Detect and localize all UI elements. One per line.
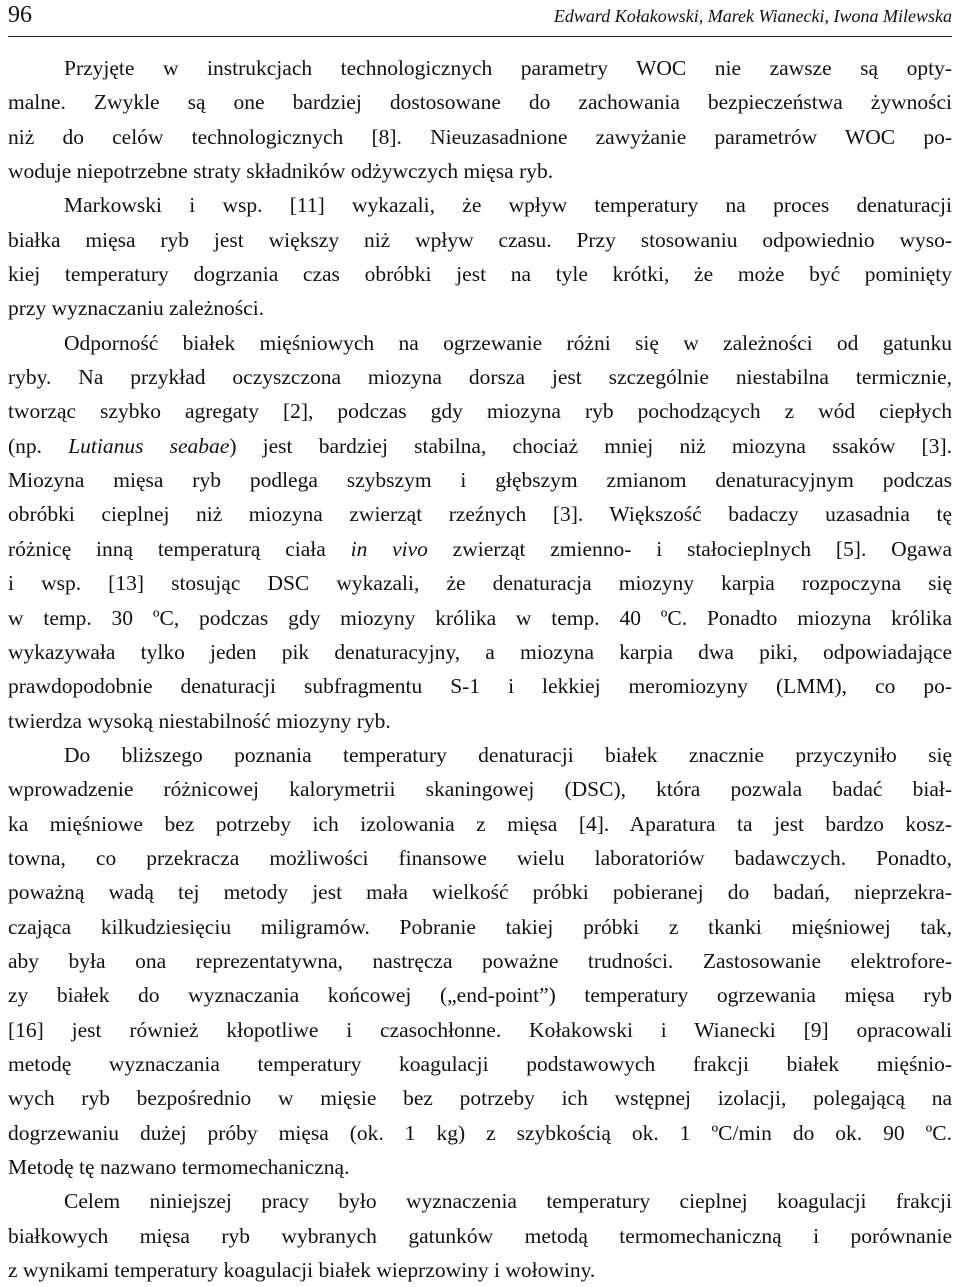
paragraph <box>8 51 952 188</box>
text-line: zy białek do wyznaczania końcowej („end-point”) temperatury ogrzewania mięsa ryb <box>8 983 952 1008</box>
text-line: z wynikami temperatury koagulacji białek wieprzowiny i wołowiny. <box>8 1258 596 1283</box>
text-line: czająca kilkudziesięciu miligramów. Pobranie takiej próbki z tkanki mięśniowej tak, <box>8 914 952 939</box>
text-line: Markowski i wsp. [11] wykazali, że wpływ temperatury na proces denaturacji <box>64 193 952 218</box>
running-head-authors: Edward Kołakowski, Marek Wianecki, Iwona Milewska <box>553 6 952 26</box>
page-number: 96 <box>8 2 32 28</box>
text-segment: ) jest bardziej stabilna, chociaż mniej niż miozyna ssaków [3]. <box>229 433 952 458</box>
text-line-with-italic <box>8 532 952 566</box>
paragraph <box>8 326 952 738</box>
text-line: Celem niniejszej pracy było wyznaczenia temperatury cieplnej koagulacji frakcji <box>64 1189 952 1214</box>
text-line: obróbki cieplnej niż miozyna zwierząt rzeźnych [3]. Większość badaczy uzasadnia tę <box>8 502 952 527</box>
text-line: niż do celów technologicznych [8]. Nieuzasadnione zawyżanie parametrów WOC po- <box>8 124 952 149</box>
text-line: prawdopodobnie denaturacji subfragmentu S-1 i lekkiej meromiozyny (LMM), co po- <box>8 674 952 699</box>
text-line: w temp. 30 ºC, podczas gdy miozyny królika w temp. 40 ºC. Ponadto miozyna królika <box>8 605 952 630</box>
text-line: przy wyznaczaniu zależności. <box>8 296 265 321</box>
text-line: Odporność białek mięśniowych na ogrzewanie różni się w zależności od gatunku <box>64 330 952 355</box>
text-line: Metodę tę nazwano termomechaniczną. <box>8 1155 350 1179</box>
text-line: [16] jest również kłopotliwe i czasochłonne. Kołakowski i Wianecki [9] opracowali <box>8 1017 952 1042</box>
in-vivo-italic: in vivo <box>350 536 428 561</box>
text-line: woduje niepotrzebne straty składników odżywczych mięsa ryb. <box>8 159 554 184</box>
text-line: wprowadzenie różnicowej kalorymetrii skaningowej (DSC), która pozwala badać biał- <box>8 777 952 802</box>
text-line: Miozyna mięsa ryb podlega szybszym i głębszym zmianom denaturacyjnym podczas <box>8 468 952 493</box>
text-segment: zwierząt zmienno- i stałocieplnych [5]. Ogawa <box>427 536 953 561</box>
paragraph <box>8 1184 952 1287</box>
paragraph <box>8 188 952 325</box>
page-header <box>8 0 952 37</box>
body-text <box>8 51 952 1287</box>
text-line: białkowych mięsa ryb wybranych gatunków metodą termomechaniczną i porównanie <box>8 1223 952 1248</box>
text-line: Przyjęte w instrukcjach technologicznych parametry WOC nie zawsze są opty- <box>64 56 952 80</box>
text-line: wych ryb bezpośrednio w mięsie bez potrzeby ich wstępnej izolacji, polegającą na <box>8 1086 952 1111</box>
text-line: poważną wadą tej metody jest mała wielkość próbki pobieranej do badań, nieprzekra- <box>8 880 952 905</box>
text-line: i wsp. [13] stosując DSC wykazali, że denaturacja miozyny karpia rozpoczyna się <box>8 571 952 596</box>
text-segment: różnicę inną temperaturą ciała <box>8 536 351 561</box>
text-line: dogrzewaniu dużej próby mięsa (ok. 1 kg) z szybkością ok. 1 ºC/min do ok. 90 ºC. <box>8 1120 952 1145</box>
text-line: Do bliższego poznania temperatury denaturacji białek znacznie przyczyniło się <box>64 742 952 767</box>
text-line: metodę wyznaczania temperatury koagulacji podstawowych frakcji białek mięśnio- <box>8 1051 952 1076</box>
text-line-with-italic <box>8 429 952 463</box>
text-segment: (np. <box>8 433 69 458</box>
text-line: towna, co przekracza możliwości finansowe wielu laboratoriów badawczych. Ponadto, <box>8 845 952 870</box>
text-line: ka mięśniowe bez potrzeby ich izolowania z mięsa [4]. Aparatura ta jest bardzo kosz- <box>8 811 952 836</box>
text-line: twierdza wysoką niestabilność miozyny ryb. <box>8 708 391 733</box>
paragraph <box>8 738 952 1184</box>
text-line: kiej temperatury dogrzania czas obróbki jest na tyle krótki, że może być pominięty <box>8 262 952 287</box>
species-name-italic: Lutianus seabae <box>68 433 230 458</box>
text-line: ryby. Na przykład oczyszczona miozyna dorsza jest szczególnie niestabilna termicznie, <box>8 365 952 390</box>
text-line: tworząc szybko agregaty [2], podczas gdy miozyna ryb pochodzących z wód ciepłych <box>8 399 952 424</box>
text-line: aby była ona reprezentatywna, nastręcza poważne trudności. Zastosowanie elektrofore- <box>8 948 952 973</box>
text-line: wykazywała tylko jeden pik denaturacyjny, a miozyna karpia dwa piki, odpowiadające <box>8 639 952 664</box>
text-line: malne. Zwykle są one bardziej dostosowane do zachowania bezpieczeństwa żywności <box>8 90 952 115</box>
text-line: białka mięsa ryb jest większy niż wpływ czasu. Przy stosowaniu odpowiednio wyso- <box>8 227 952 252</box>
